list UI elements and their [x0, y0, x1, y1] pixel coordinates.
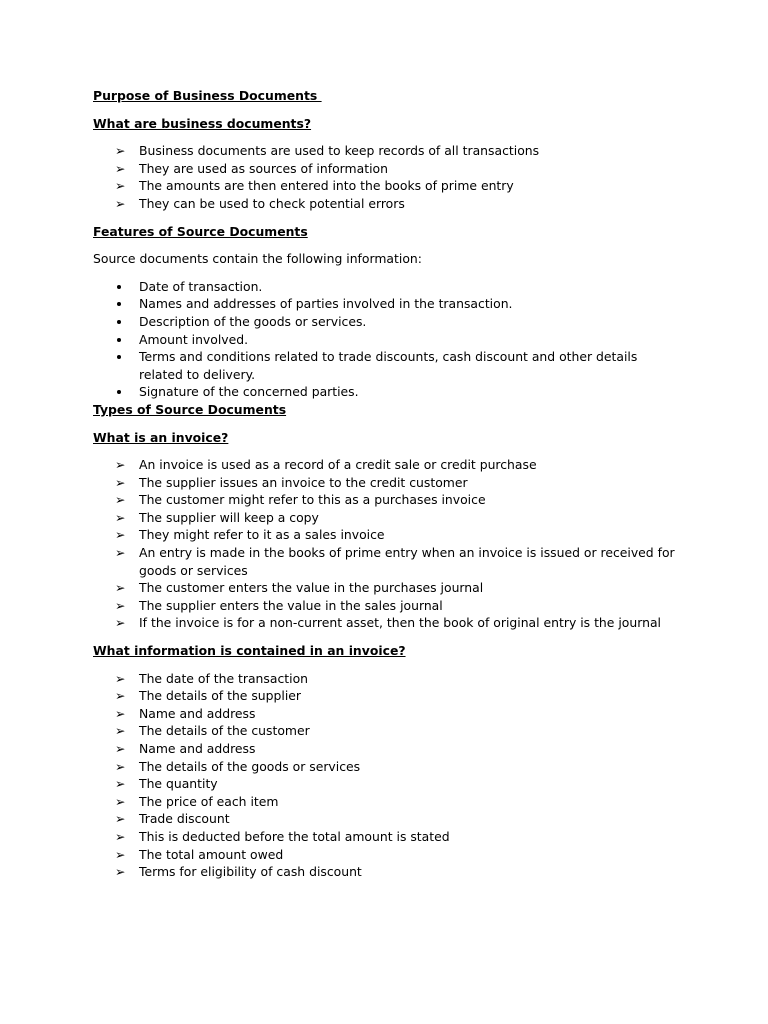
- section-heading-business-documents: What are business documents?: [93, 115, 312, 131]
- list-item-text: Date of transaction.: [139, 278, 263, 294]
- list-item-text: Names and addresses of parties involved in the transaction.: [139, 296, 513, 312]
- list-item-text: An entry is made in the books of prime entry when an invoice is issued or received for goods or services: [139, 545, 675, 578]
- arrow-bullet-icon: ➢: [115, 580, 126, 596]
- list-item-text: The customer enters the value in the purchases journal: [139, 580, 484, 596]
- arrow-bullet-icon: ➢: [115, 670, 126, 686]
- list-item-text: The supplier issues an invoice to the credit customer: [139, 474, 468, 490]
- list-item: [93, 313, 683, 331]
- arrow-bullet-icon: ➢: [115, 457, 126, 473]
- arrow-bullet-icon: ➢: [115, 828, 126, 844]
- list-item: [93, 846, 683, 864]
- list-item-text: They are used as sources of information: [139, 160, 388, 176]
- list-item-text: Name and address: [139, 705, 256, 721]
- list-item: [93, 491, 683, 509]
- section-heading-types: Types of Source Documents: [93, 401, 287, 417]
- list-item: [93, 828, 683, 846]
- arrow-bullet-icon: ➢: [115, 195, 126, 211]
- list-item: [93, 195, 683, 213]
- list-item: [93, 863, 683, 881]
- list-item: [93, 142, 683, 160]
- list-item-text: An invoice is used as a record of a credit sale or credit purchase: [139, 457, 537, 473]
- list-item: [93, 509, 683, 527]
- list-item-text: The price of each item: [139, 793, 279, 809]
- list-item-text: The details of the customer: [139, 723, 310, 739]
- list-item: [93, 177, 683, 195]
- list-item: [93, 722, 683, 740]
- list-item: [93, 544, 683, 579]
- list-item: [93, 331, 683, 349]
- list-item: [93, 687, 683, 705]
- list-item-text: If the invoice is for a non-current asset, then the book of original entry is the journal: [139, 615, 661, 631]
- list-item-text: The details of the goods or services: [139, 758, 361, 774]
- list-item: [93, 705, 683, 723]
- document-title: Purpose of Business Documents: [93, 88, 322, 103]
- arrow-bullet-icon: ➢: [115, 597, 126, 613]
- arrow-bullet-icon: ➢: [115, 143, 126, 159]
- arrow-bullet-icon: ➢: [115, 758, 126, 774]
- list-item: [93, 758, 683, 776]
- list-item: [93, 597, 683, 615]
- arrow-bullet-icon: ➢: [115, 741, 126, 756]
- list-item-text: The customer might refer to this as a purchases invoice: [139, 492, 486, 508]
- dot-bullet-icon: [117, 355, 121, 359]
- list-item-text: Description of the goods or services.: [139, 313, 367, 329]
- list-item-text: The supplier enters the value in the sales journal: [139, 597, 443, 613]
- list-item: [93, 160, 683, 178]
- list-item: [93, 670, 683, 688]
- list-item: [93, 348, 683, 383]
- list-item: [93, 474, 683, 492]
- list-item-text: The total amount owed: [139, 846, 284, 862]
- arrow-bullet-icon: ➢: [115, 688, 126, 704]
- list-item-text: Terms for eligibility of cash discount: [139, 864, 362, 880]
- list-item: [93, 579, 683, 597]
- list-item-text: This is deducted before the total amount is stated: [139, 828, 450, 844]
- arrow-bullet-icon: ➢: [115, 723, 126, 739]
- list-item: [93, 614, 683, 632]
- invoice-info-list: [93, 670, 683, 881]
- arrow-bullet-icon: ➢: [115, 527, 126, 543]
- arrow-bullet-icon: ➢: [115, 160, 126, 176]
- list-item-text: The details of the supplier: [139, 688, 301, 704]
- list-item-text: Amount involved.: [139, 331, 249, 347]
- list-item-text: Name and address: [139, 741, 256, 756]
- business-documents-list: [93, 142, 683, 212]
- dot-bullet-icon: [117, 390, 121, 394]
- list-item: [93, 383, 683, 401]
- list-item: [93, 295, 683, 313]
- arrow-bullet-icon: ➢: [115, 545, 126, 561]
- list-item: [93, 278, 683, 296]
- arrow-bullet-icon: ➢: [115, 178, 126, 194]
- arrow-bullet-icon: ➢: [115, 864, 126, 880]
- list-item-text: Trade discount: [139, 811, 230, 827]
- list-item-text: They can be used to check potential errors: [139, 195, 405, 211]
- arrow-bullet-icon: ➢: [115, 509, 126, 525]
- list-item: [93, 810, 683, 828]
- list-item-text: The quantity: [139, 776, 218, 792]
- arrow-bullet-icon: ➢: [115, 615, 126, 631]
- list-item: [93, 793, 683, 811]
- list-item-text: The amounts are then entered into the books of prime entry: [139, 178, 514, 194]
- arrow-bullet-icon: ➢: [115, 846, 126, 862]
- list-item: [93, 526, 683, 544]
- list-item: [93, 775, 683, 793]
- list-item-text: Terms and conditions related to trade discounts, cash discount and other details related to delivery.: [139, 349, 638, 382]
- dot-bullet-icon: [117, 302, 121, 306]
- features-intro: Source documents contain the following information:: [93, 251, 422, 267]
- dot-bullet-icon: [117, 285, 121, 289]
- list-item-text: The supplier will keep a copy: [139, 509, 319, 525]
- arrow-bullet-icon: ➢: [115, 776, 126, 792]
- section-heading-invoice-info: What information is contained in an invoice?: [93, 643, 406, 659]
- arrow-bullet-icon: ➢: [115, 492, 126, 508]
- list-item-text: The date of the transaction: [139, 670, 309, 686]
- arrow-bullet-icon: ➢: [115, 474, 126, 490]
- dot-bullet-icon: [117, 338, 121, 342]
- section-heading-invoice: What is an invoice?: [93, 429, 229, 445]
- list-item-text: They might refer to it as a sales invoice: [139, 527, 385, 543]
- features-list: [93, 278, 683, 401]
- list-item-text: Business documents are used to keep records of all transactions: [139, 143, 540, 159]
- list-item: [93, 740, 683, 758]
- dot-bullet-icon: [117, 320, 121, 324]
- arrow-bullet-icon: ➢: [115, 793, 126, 809]
- section-heading-features: Features of Source Documents: [93, 223, 308, 239]
- arrow-bullet-icon: ➢: [115, 705, 126, 721]
- list-item-text: Signature of the concerned parties.: [139, 384, 359, 400]
- arrow-bullet-icon: ➢: [115, 811, 126, 827]
- invoice-list: [93, 456, 683, 632]
- list-item: [93, 456, 683, 474]
- document-page: [93, 87, 683, 881]
